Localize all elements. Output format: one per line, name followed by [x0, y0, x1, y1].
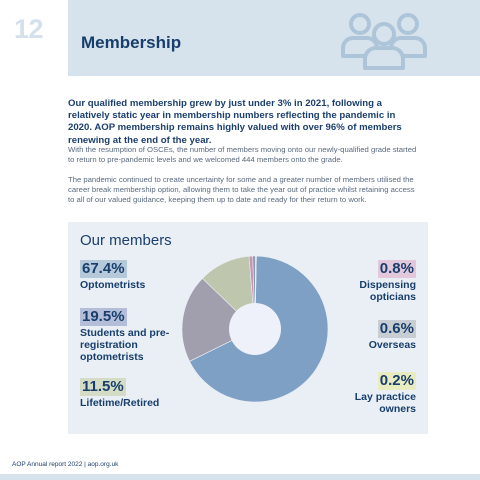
- stat-value: 0.6%: [379, 320, 414, 337]
- page-number: 12: [14, 14, 44, 44]
- stat-label: Lifetime/Retired: [80, 397, 160, 409]
- stat-optometrists: [80, 260, 145, 291]
- stat-lay-owners: [346, 372, 416, 415]
- stat-label: Students and pre-registration optometrists: [80, 327, 170, 363]
- members-pie-chart: [180, 254, 330, 404]
- members-panel: [68, 222, 428, 434]
- header-band: [68, 0, 480, 76]
- stat-students: [80, 308, 180, 363]
- stat-label: Lay practice owners: [354, 391, 416, 415]
- stat-lifetime: [80, 378, 159, 409]
- body-paragraph: The pandemic continued to create uncertainty for some and a greater number of members utilised the career break membership option, allowing them to take the year out of practice whilst retaining access to all of our valued guidance, keeping them up to date and ready for their return to work.: [68, 175, 415, 205]
- stat-dispensing: [346, 260, 416, 303]
- stat-overseas: [369, 320, 416, 351]
- body-paragraph: With the resumption of OSCEs, the number of members moving onto our newly-qualified grade started to return to pre-pandemic levels and we welcomed 444 members onto the grade.: [68, 145, 417, 165]
- people-icon: [338, 8, 430, 70]
- bottom-bar: [0, 474, 480, 480]
- stat-value: 19.5%: [82, 308, 125, 325]
- lead-paragraph: Our qualified membership grew by just under 3% in 2021, following a relatively static year in membership numbers reflecting the pandemic in 2020. AOP membership remains highly valued with over 96% of members renewing at the end of the year.: [68, 98, 402, 146]
- stat-label: Overseas: [368, 339, 416, 351]
- page-title: Membership: [81, 33, 182, 52]
- stat-value: 0.2%: [379, 372, 414, 389]
- stat-value: 0.8%: [379, 260, 414, 277]
- donut-hole: [229, 303, 281, 355]
- panel-title: Our members: [80, 232, 172, 249]
- stat-value: 11.5%: [82, 378, 124, 395]
- stat-value: 67.4%: [82, 260, 125, 277]
- stat-label: Optometrists: [80, 279, 146, 291]
- stat-label: Dispensing opticians: [359, 279, 416, 303]
- footer: AOP Annual report 2022 | aop.org.uk: [12, 461, 119, 468]
